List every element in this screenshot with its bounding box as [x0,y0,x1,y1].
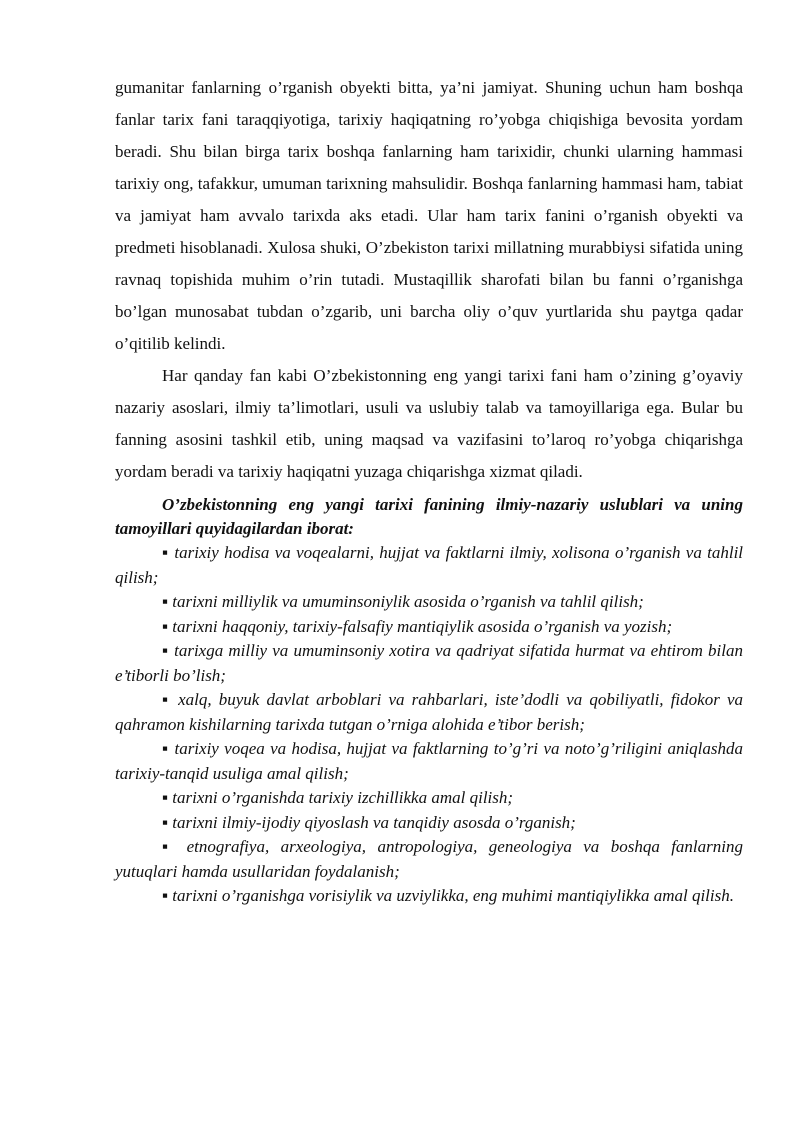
bullet-icon: ▪ [162,641,169,660]
bullet-icon: ▪ [162,837,176,856]
bullet-icon: ▪ [162,788,169,807]
list-item [115,884,743,909]
list-item [115,639,743,688]
list-item-text: tarixni o’rganishga vorisiylik va uzviylikka, eng muhimi mantiqiylikka amal qilish. [172,886,734,905]
list-item [115,811,743,836]
principles-heading: O’zbekistonning eng yangi tarixi fanining ilmiy-nazariy uslublari va uning tamoyillari quyidagilardan iborat: [115,495,743,538]
body-paragraph-1: gumanitar fanlarning o’rganish obyekti bitta, ya’ni jamiyat. Shuning uchun ham boshqa fanlar tarix fani taraqqiyotiga, tarixiy haqiqatning ro’yobga chiqishiga bevosita yordam beradi. Shu bilan birga tarix boshqa fanlarning ham tarixidir, chunki ularning hammasi tarixiy ong, tafakkur, umuman tarixning mahsulidir. Boshqa fanlarning hammasi ham, tabiat va jamiyat ham avvalo tarixda aks etadi. Ular ham tarix fanini o’rganish obyekti va predmeti hisoblanadi. Xulosa shuki, O’zbekiston tarixi millatning murabbiysi sifatida uning ravnaq topishida muhim o’rin tutadi. Mustaqillik sharofati bilan bu fanni o’rganishga bo’lgan munosabat tubdan o’zgarib, uni barcha oliy o’quv yurtlarida shu paytga qadar o’qitilib kelindi. [115,78,743,353]
list-item [115,688,743,737]
list-item-text: tarixni ilmiy-ijodiy qiyoslash va tanqidiy asosda o’rganish; [172,812,576,832]
list-item-text: tarixni o’rganishda tarixiy izchillikka amal qilish; [172,788,514,807]
list-item [115,835,743,884]
list-item-text: tarixiy hodisa va voqealarni, hujjat va faktlarni ilmiy, xolisona o’rganish va tahlil qilish; [115,543,744,587]
list-item-text: tarixni milliylik va umuminsoniylik asosida o’rganish va tahlil qilish; [172,592,644,611]
bullet-icon: ▪ [162,543,170,562]
principles-list [115,541,743,909]
list-item [115,590,743,615]
list-item-text: tarixni haqqoniy, tarixiy-falsafiy mantiqiylik asosida o’rganish va yozish; [172,616,673,636]
bullet-icon: ▪ [162,739,170,758]
list-item-text: tarixiy voqea va hodisa, hujjat va faktlarning to’g’ri va noto’g’riligini aniqlashda tarixiy-tanqid usuliga amal qilish; [115,739,744,783]
list-item [115,786,743,811]
bullet-icon: ▪ [162,592,169,611]
list-item-text: etnografiya, arxeologiya, antropologiya, geneologiya va boshqa fanlarning yutuqlari hamda usullaridan foydalanish; [115,837,743,881]
bullet-icon: ▪ [162,812,169,832]
document-page [115,72,743,909]
bullet-icon: ▪ [162,690,171,709]
list-item [115,541,743,590]
bullet-icon: ▪ [162,616,169,636]
body-paragraph-2: Har qanday fan kabi O’zbekistonning eng yangi tarixi fani ham o’zining g’oyaviy nazariy asoslari, ilmiy ta’limotlari, usuli va uslubiy talab va tamoyillariga ega. Bular bu fanning asosini tashkil etib, uning maqsad va vazifasini to’laroq ro’yobga chiqarishga yordam beradi va tarixiy haqiqatni yuzaga chiqarishga xizmat qiladi. [115,366,743,481]
list-item [115,737,743,786]
bullet-icon: ▪ [162,886,169,905]
list-item-text: tarixga milliy va umuminsoniy xotira va qadriyat sifatida hurmat va ehtirom bilan e’tiborli bo’lish; [115,641,743,685]
list-item [115,615,743,640]
list-item-text: xalq, buyuk davlat arboblari va rahbarlari, iste’dodli va qobiliyatli, fidokor va qahramon kishilarning tarixda tutgan o’rniga alohida e’tibor berish; [115,690,744,734]
